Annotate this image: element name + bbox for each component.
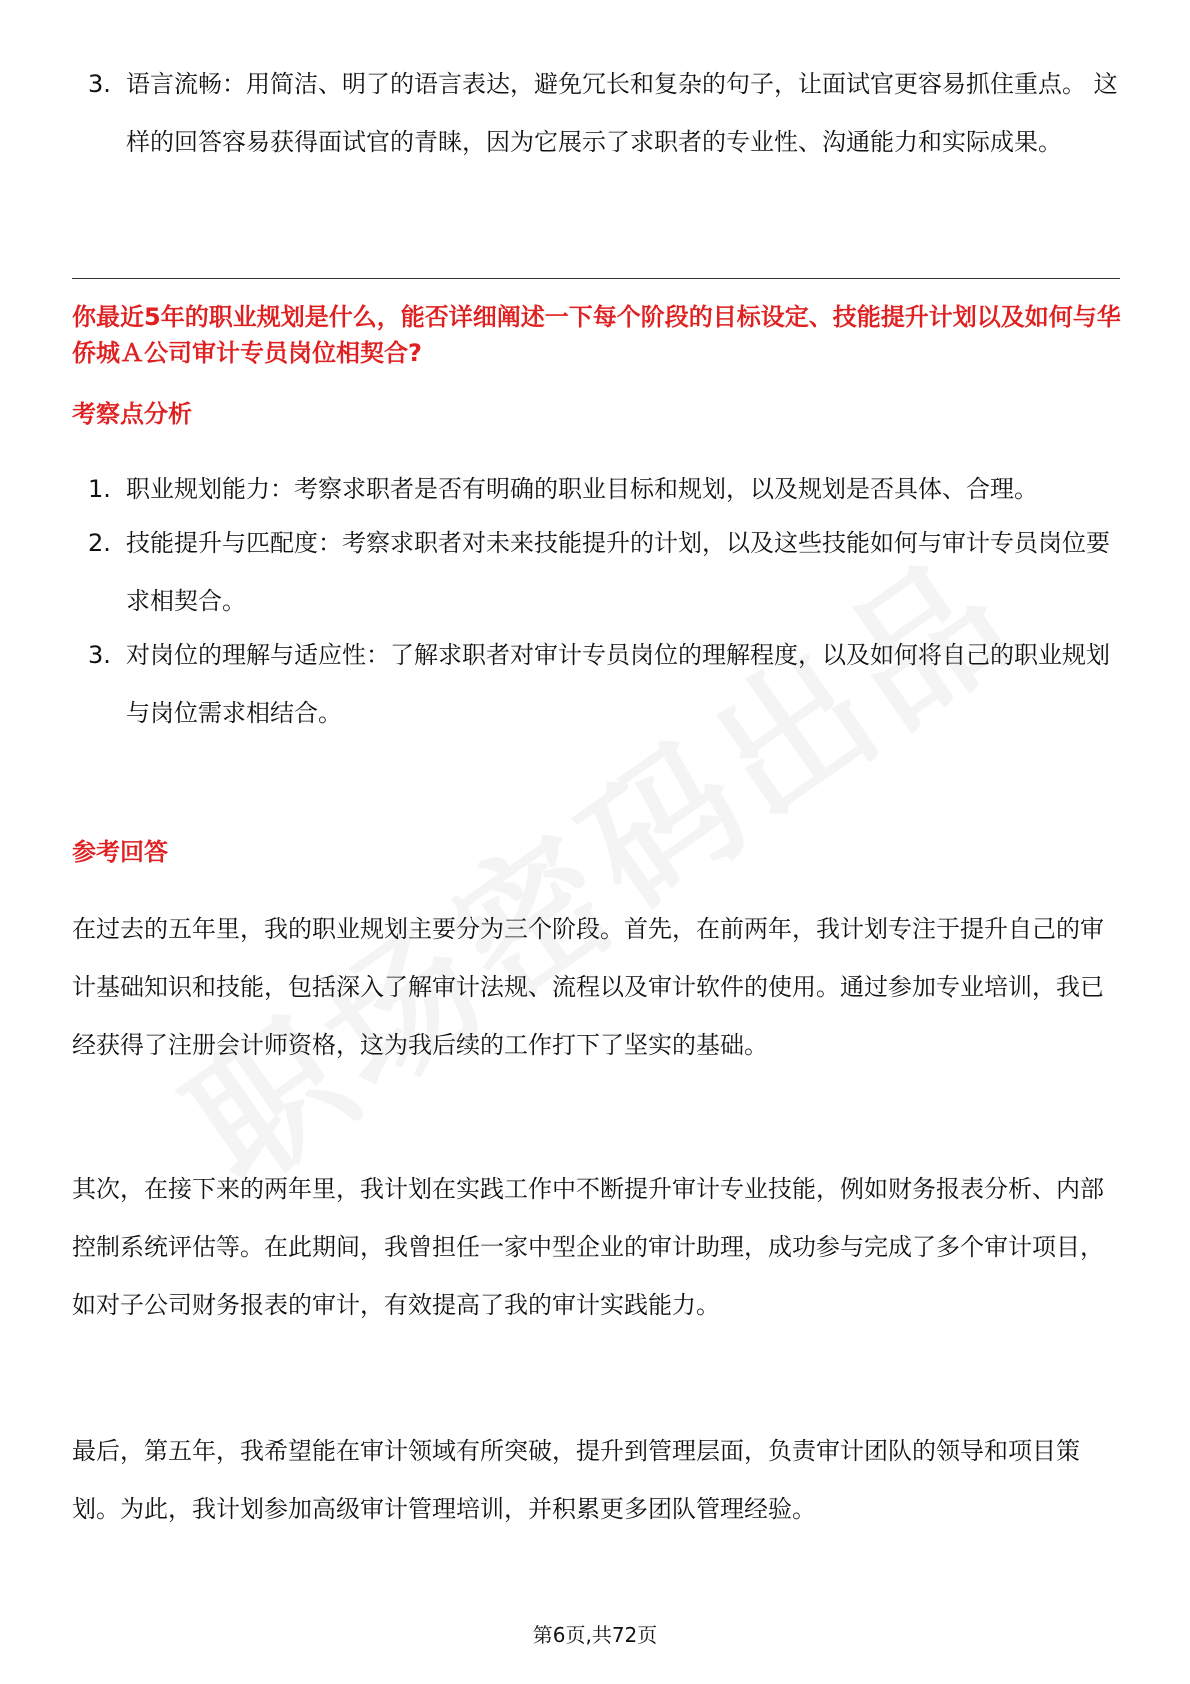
- analysis-heading: 考察点分析: [72, 400, 192, 428]
- list-item-number: 3.: [88, 641, 111, 669]
- list-item-text: 技能提升与匹配度：考察求职者对未来技能提升的计划，以及这些技能如何与审计专员岗位要求相契合。: [126, 529, 1110, 615]
- top-list-section: [0, 55, 1190, 171]
- answer-paragraph-2: 其次，在接下来的两年里，我计划在实践工作中不断提升审计专业技能，例如财务报表分析、内部控制系统评估等。在此期间，我曾担任一家中型企业的审计助理，成功参与完成了多个审计项目，如对子公司财务报表的审计，有效提高了我的审计实践能力。: [72, 1175, 1104, 1319]
- list-item-number: 3.: [88, 70, 111, 98]
- list-item-text: 语言流畅：用简洁、明了的语言表达，避免冗长和复杂的句子，让面试官更容易抓住重点。 这样的回答容易获得面试官的青睐，因为它展示了求职者的专业性、沟通能力和实际成果。: [126, 70, 1118, 156]
- list-item: [0, 514, 1190, 630]
- list-item: [0, 55, 1190, 171]
- list-item: [0, 626, 1190, 742]
- list-item: [0, 460, 1190, 518]
- analysis-numbered-list: [0, 460, 1190, 742]
- answer-paragraph-3: 最后，第五年，我希望能在审计领域有所突破，提升到管理层面，负责审计团队的领导和项目策划。为此，我计划参加高级审计管理培训，并积累更多团队管理经验。: [72, 1437, 1080, 1523]
- page-footer: 第6页,共72页: [532, 1623, 658, 1647]
- answer-heading: 参考回答: [72, 838, 168, 866]
- analysis-section: [0, 460, 1190, 742]
- answer-paragraph-1: 在过去的五年里，我的职业规划主要分为三个阶段。首先，在前两年，我计划专注于提升自己的审计基础知识和技能，包括深入了解审计法规、流程以及审计软件的使用。通过参加专业培训，我已经获得了注册会计师资格，这为我后续的工作打下了坚实的基础。: [72, 915, 1104, 1059]
- list-item-text: 对岗位的理解与适应性：了解求职者对审计专员岗位的理解程度，以及如何将自己的职业规划与岗位需求相结合。: [126, 641, 1110, 727]
- section-divider: [72, 278, 1120, 279]
- question-title: 你最近5年的职业规划是什么，能否详细阐述一下每个阶段的目标设定、技能提升计划以及如何与华侨城Ａ公司审计专员岗位相契合?: [72, 303, 1121, 367]
- top-numbered-list: [0, 55, 1190, 171]
- list-item-text: 职业规划能力：考察求职者是否有明确的职业目标和规划，以及规划是否具体、合理。: [126, 475, 1038, 503]
- list-item-number: 1.: [88, 475, 111, 503]
- list-item-number: 2.: [88, 529, 111, 557]
